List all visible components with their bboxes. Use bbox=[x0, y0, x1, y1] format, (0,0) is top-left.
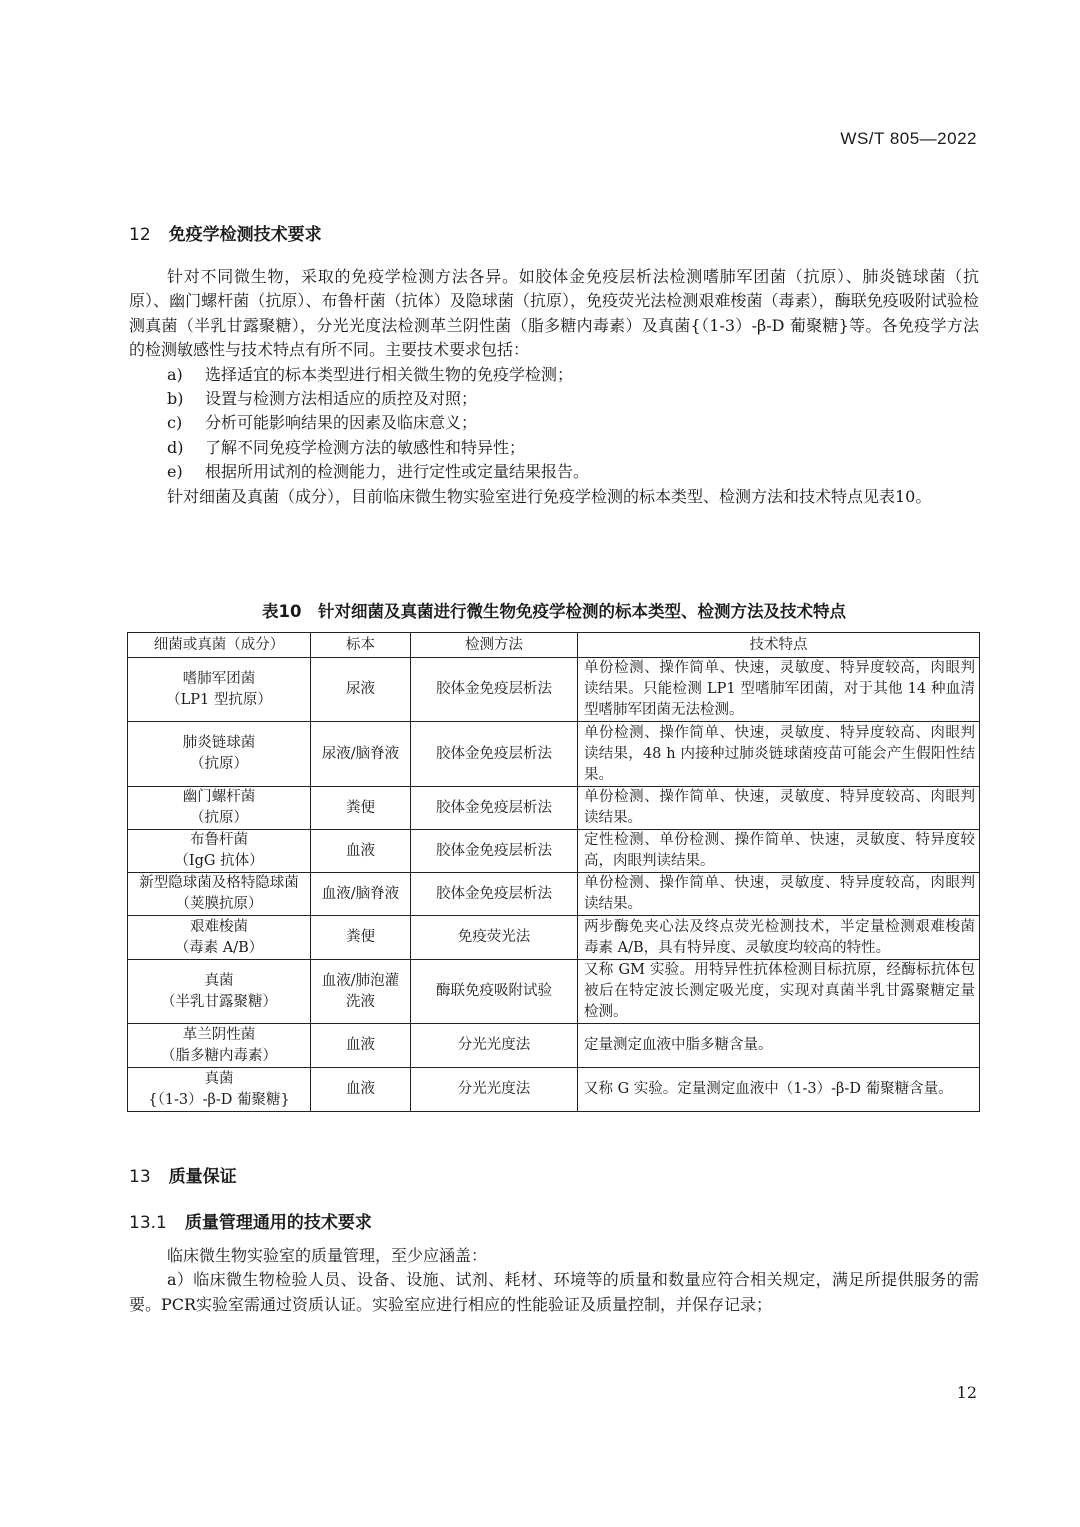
cell-features: 单份检测、操作简单、快速，灵敏度、特异度较高、肉眼判读结果。 bbox=[578, 787, 980, 830]
section-13-1-heading bbox=[129, 1208, 372, 1233]
cell-organism: 真菌 （半乳甘露聚糖） bbox=[128, 960, 311, 1024]
table-row bbox=[128, 1024, 980, 1068]
table-row bbox=[128, 658, 980, 722]
cell-specimen: 血液/脑脊液 bbox=[311, 873, 411, 916]
cell-features: 单份检测、操作简单、快速，灵敏度、特异度较高，肉眼判读结果。 bbox=[578, 873, 980, 916]
closing-paragraph: 针对细菌及真菌（成分），目前临床微生物实验室进行免疫学检测的标本类型、检测方法和技术特点见表10。 bbox=[167, 486, 932, 506]
cell-specimen: 尿液/脑脊液 bbox=[311, 722, 411, 787]
table-caption: 表10 针对细菌及真菌进行微生物免疫学检测的标本类型、检测方法及技术特点 bbox=[262, 602, 846, 621]
section-13-1-body bbox=[129, 1244, 979, 1317]
cell-method: 免疫荧光法 bbox=[411, 916, 578, 960]
list-item-c: c) 分析可能影响结果的因素及临床意义； bbox=[167, 413, 478, 433]
intro-paragraph: 针对不同微生物，采取的免疫学检测方法各异。如胶体金免疫层析法检测嗜肺军团菌（抗原）、肺炎链球菌（抗原）、幽门螺杆菌（抗原）、布鲁杆菌（抗体）及隐球菌（抗原），免疫荧光法检测艰难梭菌（毒素），酶联免疫吸附试验检测真菌（半乳甘露聚糖），分光光度法检测革兰阴性菌（脂多糖内毒素）及真菌{（1-3）-β-D 葡聚糖}等。各免疫学方法的检测敏感性与技术特点有所不同。主要技术要求包括： bbox=[129, 267, 979, 360]
section-number: 12 bbox=[129, 225, 151, 245]
cell-features: 定量测定血液中脂多糖含量。 bbox=[578, 1024, 980, 1068]
table-row bbox=[128, 722, 980, 787]
header-specimen: 标本 bbox=[311, 633, 411, 658]
cell-organism: 艰难梭菌 （毒素 A/B） bbox=[128, 916, 311, 960]
cell-organism: 布鲁杆菌 （IgG 抗体） bbox=[128, 830, 311, 873]
table-10 bbox=[127, 632, 980, 1112]
cell-organism: 新型隐球菌及格特隐球菌 （荚膜抗原） bbox=[128, 873, 311, 916]
cell-specimen: 血液/肺泡灌 洗液 bbox=[311, 960, 411, 1024]
cell-specimen: 粪便 bbox=[311, 916, 411, 960]
cell-method: 胶体金免疫层析法 bbox=[411, 722, 578, 787]
cell-organism: 革兰阴性菌 （脂多糖内毒素） bbox=[128, 1024, 311, 1068]
cell-specimen: 血液 bbox=[311, 1068, 411, 1112]
list-item-a: a) 选择适宜的标本类型进行相关微生物的免疫学检测； bbox=[167, 364, 574, 384]
section-12-body bbox=[129, 265, 979, 509]
cell-method: 酶联免疫吸附试验 bbox=[411, 960, 578, 1024]
page-number: 12 bbox=[956, 1383, 977, 1402]
cell-features: 又称 G 实验。定量测定血液中（1-3）-β-D 葡聚糖含量。 bbox=[578, 1068, 980, 1112]
cell-organism: 嗜肺军团菌 （LP1 型抗原） bbox=[128, 658, 311, 722]
cell-method: 胶体金免疫层析法 bbox=[411, 787, 578, 830]
list-item-e: e) 根据所用试剂的检测能力，进行定性或定量结果报告。 bbox=[167, 462, 590, 482]
cell-specimen: 血液 bbox=[311, 1024, 411, 1068]
list-item-a: a）临床微生物检验人员、设备、设施、试剂、耗材、环境等的质量和数量应符合相关规定，满足所提供服务的需要。PCR实验室需通过资质认证。实验室应进行相应的性能验证及质量控制，并保存记录； bbox=[129, 1270, 979, 1314]
section-title: 质量保证 bbox=[168, 1167, 237, 1187]
table-row bbox=[128, 916, 980, 960]
table-row bbox=[128, 1068, 980, 1112]
cell-organism: 幽门螺杆菌 （抗原） bbox=[128, 787, 311, 830]
table-row bbox=[128, 830, 980, 873]
cell-organism: 真菌 {（1-3）-β-D 葡聚糖} bbox=[128, 1068, 311, 1112]
section-number: 13 bbox=[129, 1167, 151, 1187]
cell-organism: 肺炎链球菌 （抗原） bbox=[128, 722, 311, 787]
header-features: 技术特点 bbox=[578, 633, 980, 658]
cell-specimen: 尿液 bbox=[311, 658, 411, 722]
list-item-b: b) 设置与检测方法相适应的质控及对照； bbox=[167, 389, 478, 409]
table-row bbox=[128, 787, 980, 830]
header-organism: 细菌或真菌（成分） bbox=[128, 633, 311, 658]
header-method: 检测方法 bbox=[411, 633, 578, 658]
section-number: 13.1 bbox=[129, 1213, 167, 1233]
cell-method: 分光光度法 bbox=[411, 1068, 578, 1112]
table-row bbox=[128, 960, 980, 1024]
cell-features: 单份检测、操作简单、快速，灵敏度、特异度较高，肉眼判读结果。只能检测 LP1 型嗜肺军团菌，对于其他 14 种血清型嗜肺军团菌无法检测。 bbox=[578, 658, 980, 722]
cell-method: 分光光度法 bbox=[411, 1024, 578, 1068]
table-header-row bbox=[128, 633, 980, 658]
cell-features: 定性检测、单份检测、操作简单、快速，灵敏度、特异度较高，肉眼判读结果。 bbox=[578, 830, 980, 873]
cell-features: 单份检测、操作简单、快速，灵敏度、特异度较高、肉眼判读结果，48 h 内接种过肺炎链球菌疫苗可能会产生假阳性结果。 bbox=[578, 722, 980, 787]
cell-specimen: 血液 bbox=[311, 830, 411, 873]
section-13-heading bbox=[129, 1162, 237, 1187]
cell-features: 又称 GM 实验。用特异性抗体检测目标抗原，经酶标抗体包被后在特定波长测定吸光度，实现对真菌半乳甘露聚糖定量检测。 bbox=[578, 960, 980, 1024]
section-12-heading bbox=[129, 220, 322, 245]
cell-method: 胶体金免疫层析法 bbox=[411, 873, 578, 916]
section-title: 免疫学检测技术要求 bbox=[168, 225, 322, 245]
standard-code: WS/T 805—2022 bbox=[840, 129, 977, 148]
section-title: 质量管理通用的技术要求 bbox=[184, 1213, 372, 1233]
cell-method: 胶体金免疫层析法 bbox=[411, 658, 578, 722]
cell-specimen: 粪便 bbox=[311, 787, 411, 830]
intro-paragraph: 临床微生物实验室的质量管理，至少应涵盖： bbox=[167, 1246, 488, 1265]
list-item-d: d) 了解不同免疫学检测方法的敏感性和特异性； bbox=[167, 437, 526, 457]
cell-method: 胶体金免疫层析法 bbox=[411, 830, 578, 873]
cell-features: 两步酶免夹心法及终点荧光检测技术，半定量检测艰难梭菌毒素 A/B，具有特异度、灵敏度均较高的特性。 bbox=[578, 916, 980, 960]
table-row bbox=[128, 873, 980, 916]
